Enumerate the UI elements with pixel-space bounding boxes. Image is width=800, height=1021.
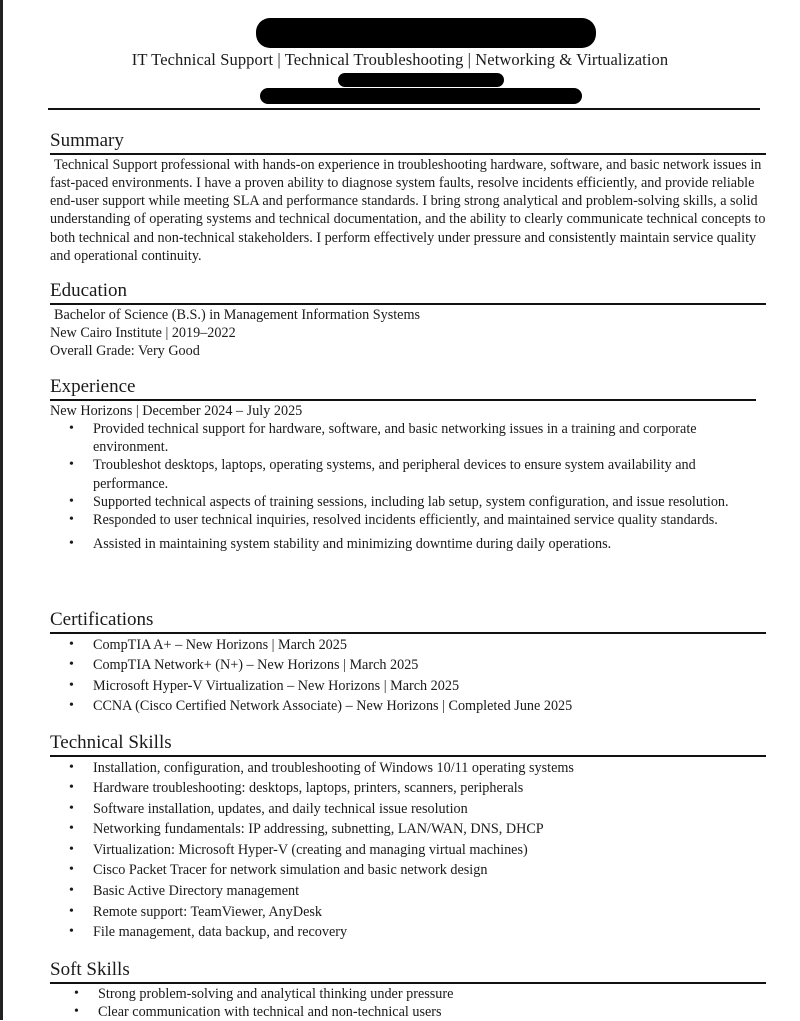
list-item: • Troubleshot desktops, laptops, operating systems, and peripheral devices to ensure system availability and performance. bbox=[50, 456, 766, 493]
list-item: • Microsoft Hyper-V Virtualization – New Horizons | March 2025 bbox=[50, 676, 766, 697]
soft-skills-list bbox=[50, 985, 766, 1021]
list-item: • Basic Active Directory management bbox=[50, 881, 766, 902]
list-item: • CompTIA A+ – New Horizons | March 2025 bbox=[50, 635, 766, 656]
list-item: • Supported technical aspects of training sessions, including lab setup, system configuration, and issue resolution. bbox=[50, 493, 766, 511]
experience-rule bbox=[50, 399, 756, 401]
summary-text: Technical Support professional with hands-on experience in troubleshooting hardware, software, and basic network issues in fast-paced environments. I have a proven ability to diagnose system faults, resolve incidents efficiently, and provide reliable end-user support while meeting SLA and performance standards. I bring strong analytical and problem-solving skills, a solid understanding of operating systems and technical documentation, and the ability to clearly communicate technical concepts to both technical and non-technical stakeholders. I perform effectively under pressure and consistently maintain service quality and operational continuity. bbox=[50, 156, 766, 266]
education-degree: Bachelor of Science (B.S.) in Management Information Systems bbox=[50, 306, 766, 324]
list-item: • Cisco Packet Tracer for network simulation and basic network design bbox=[50, 860, 766, 881]
certifications-section bbox=[50, 609, 766, 717]
experience-section bbox=[50, 376, 766, 553]
list-item: • Virtualization: Microsoft Hyper-V (creating and managing virtual machines) bbox=[50, 840, 766, 861]
page-edge bbox=[0, 0, 3, 1020]
education-title: Education bbox=[50, 280, 766, 302]
experience-employer: New Horizons | December 2024 – July 2025 bbox=[50, 402, 766, 420]
education-grade: Overall Grade: Very Good bbox=[50, 342, 766, 360]
list-item: • Installation, configuration, and troubleshooting of Windows 10/11 operating systems bbox=[50, 758, 766, 779]
education-rule bbox=[50, 303, 766, 305]
list-item: • Remote support: TeamViewer, AnyDesk bbox=[50, 902, 766, 923]
summary-section bbox=[50, 130, 766, 265]
soft-skills-rule bbox=[50, 982, 766, 984]
list-item: • Assisted in maintaining system stability and minimizing downtime during daily operations. bbox=[50, 535, 766, 553]
soft-skills-title: Soft Skills bbox=[50, 959, 766, 981]
technical-skills-list bbox=[50, 758, 766, 943]
certifications-title: Certifications bbox=[50, 609, 766, 631]
list-item: • Clear communication with technical and non-technical users bbox=[55, 1003, 766, 1021]
certifications-rule bbox=[50, 632, 766, 634]
summary-rule bbox=[50, 153, 766, 155]
education-school: New Cairo Institute | 2019–2022 bbox=[50, 324, 766, 342]
certifications-list bbox=[50, 635, 766, 717]
list-item: • Networking fundamentals: IP addressing, subnetting, LAN/WAN, DNS, DHCP bbox=[50, 819, 766, 840]
summary-title: Summary bbox=[50, 130, 766, 152]
experience-list bbox=[50, 420, 766, 553]
list-item: • Responded to user technical inquiries, resolved incidents efficiently, and maintained service quality standards. bbox=[50, 511, 766, 529]
list-item: • Provided technical support for hardware, software, and basic networking issues in a training and corporate environment. bbox=[50, 420, 766, 457]
soft-skills-section bbox=[50, 959, 766, 1021]
technical-skills-title: Technical Skills bbox=[50, 732, 766, 754]
education-section bbox=[50, 280, 766, 360]
technical-skills-rule bbox=[50, 755, 766, 757]
list-item: • Software installation, updates, and daily technical issue resolution bbox=[50, 799, 766, 820]
experience-title: Experience bbox=[50, 376, 766, 398]
redacted-name bbox=[256, 18, 596, 48]
header-tagline: IT Technical Support | Technical Troubleshooting | Networking & Virtualization bbox=[0, 50, 800, 70]
header-divider bbox=[48, 108, 760, 110]
list-item: • Strong problem-solving and analytical thinking under pressure bbox=[55, 985, 766, 1003]
list-item: • Hardware troubleshooting: desktops, laptops, printers, scanners, peripherals bbox=[50, 778, 766, 799]
redacted-location bbox=[338, 73, 504, 87]
list-item: • File management, data backup, and recovery bbox=[50, 922, 766, 943]
technical-skills-section bbox=[50, 732, 766, 943]
redacted-contact bbox=[260, 88, 582, 104]
list-item: • CompTIA Network+ (N+) – New Horizons | March 2025 bbox=[50, 655, 766, 676]
list-item: • CCNA (Cisco Certified Network Associate) – New Horizons | Completed June 2025 bbox=[50, 696, 766, 717]
